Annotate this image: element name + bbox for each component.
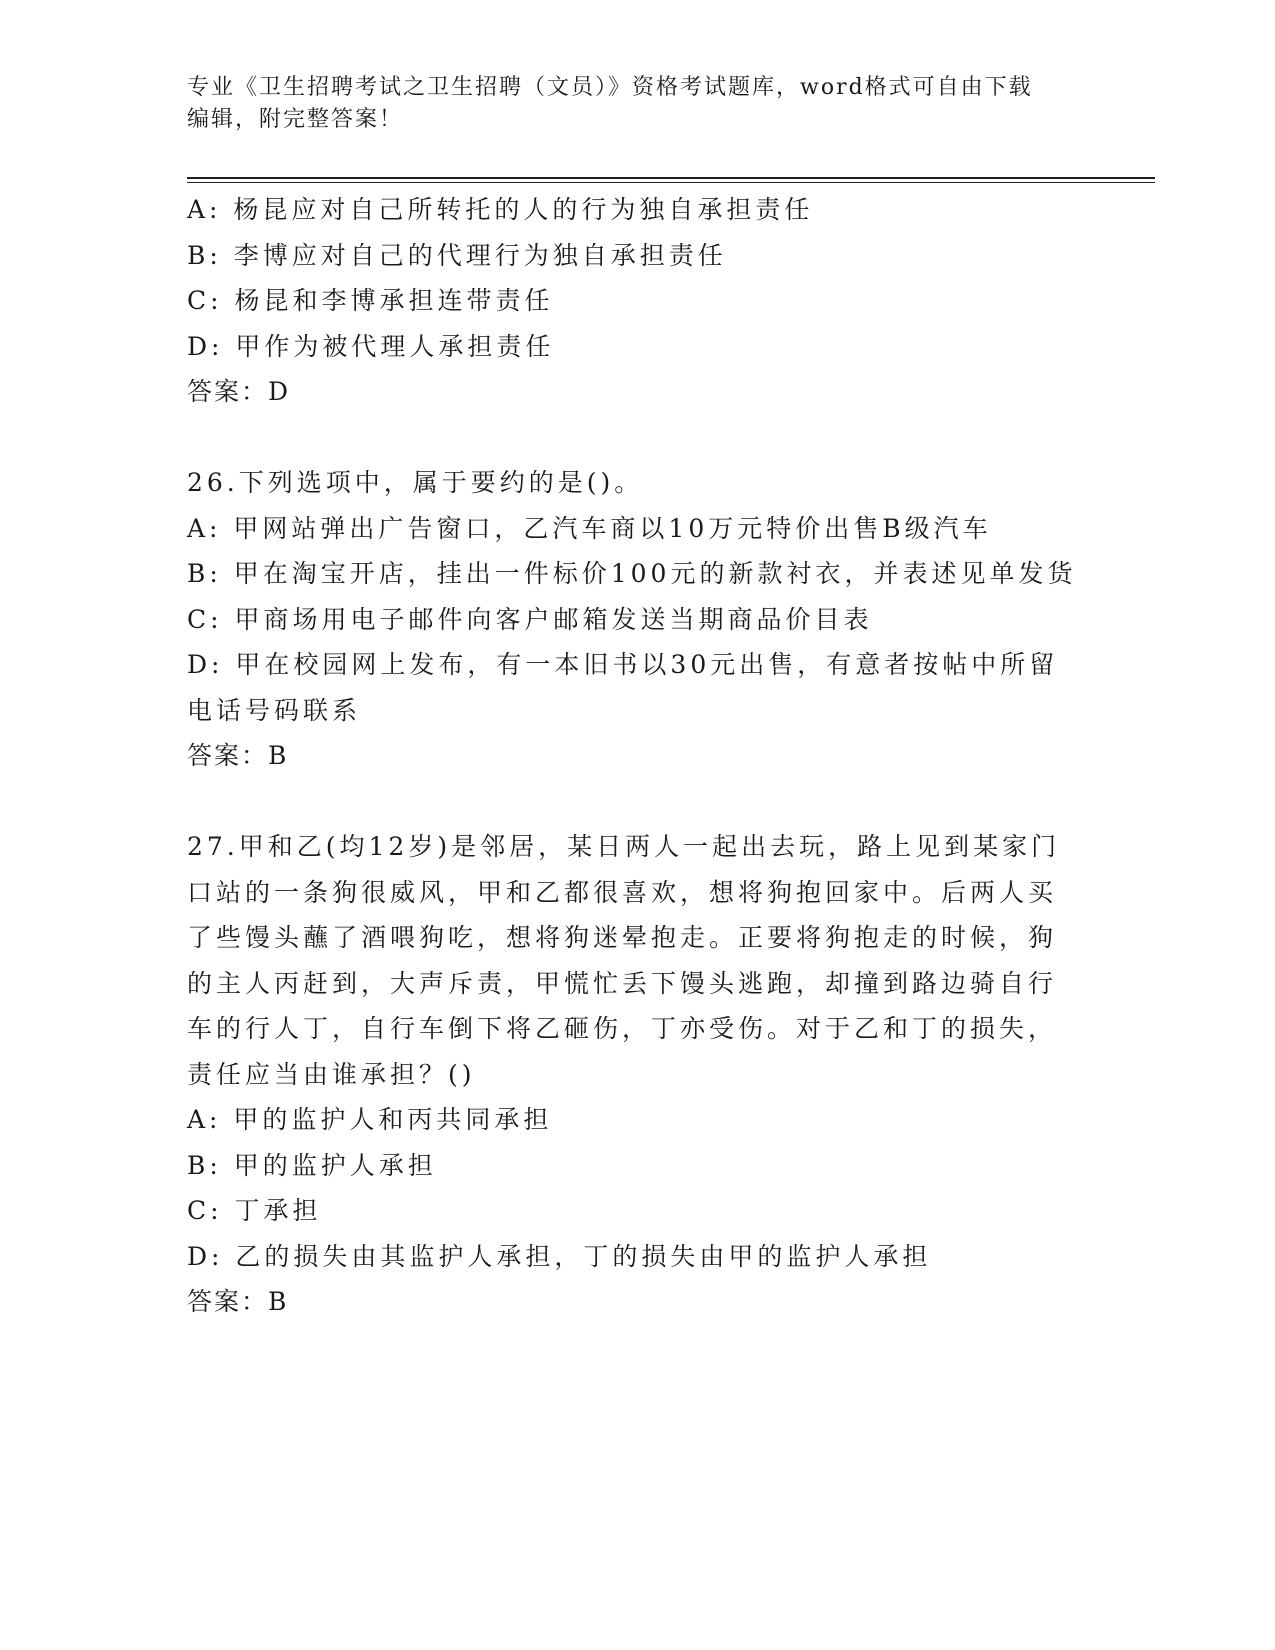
q26-answer: 答案：B [187, 741, 289, 770]
q27-stem-line-6: 责任应当由谁承担？() [187, 1059, 476, 1089]
q27-stem-line-3: 了些馒头蘸了酒喂狗吃，想将狗迷晕抱走。正要将狗抱走的时候，狗 [187, 923, 1058, 952]
spacer [187, 415, 1107, 461]
q27-answer: 答案：B [187, 1287, 289, 1316]
q25-answer: 答案：D [187, 377, 291, 406]
q27-stem-line-2: 口站的一条狗很威风，甲和乙都很喜欢，想将狗抱回家中。后两人买 [187, 877, 1058, 907]
header-rule-thin [187, 182, 1155, 183]
q26-option-a: A: 甲网站弹出广告窗口，乙汽车商以10万元特价出售B级汽车 [187, 513, 992, 543]
document-body [187, 187, 1107, 1325]
header-rule-thick [187, 177, 1155, 179]
q27-option-a: A: 甲的监护人和丙共同承担 [187, 1105, 553, 1134]
document-header [187, 72, 1087, 136]
header-line-2: 编辑，附完整答案！ [187, 107, 404, 132]
spacer [187, 779, 1107, 825]
q27-stem-line-5: 车的行人丁，自行车倒下将乙砸伤，丁亦受伤。对于乙和丁的损失， [187, 1014, 1058, 1043]
header-line-1: 专业《卫生招聘考试之卫生招聘（文员）》资格考试题库，word格式可自由下载 [187, 75, 1033, 100]
question-26-block [187, 460, 1107, 779]
q26-option-b: B: 甲在淘宝开店，挂出一件标价100元的新款衬衣，并表述见单发货 [187, 559, 1077, 588]
q25-option-c: C: 杨昆和李博承担连带责任 [187, 286, 554, 315]
q27-option-c: C: 丁承担 [187, 1196, 322, 1225]
q26-stem: 26.下列选项中，属于要约的是()。 [187, 468, 644, 497]
q26-option-d: D: 甲在校园网上发布，有一本旧书以30元出售，有意者按帖中所留 [187, 650, 1059, 679]
question-25-block [187, 187, 1107, 415]
q26-option-d-continued: 电话号码联系 [187, 695, 362, 725]
q25-option-a: A: 杨昆应对自己所转托的人的行为独自承担责任 [187, 195, 814, 224]
q26-option-c: C: 甲商场用电子邮件向客户邮箱发送当期商品价目表 [187, 604, 873, 634]
q27-option-d: D: 乙的损失由其监护人承担，丁的损失由甲的监护人承担 [187, 1241, 932, 1271]
q27-option-b: B: 甲的监护人承担 [187, 1150, 437, 1180]
q27-stem-line-1: 27.甲和乙(均12岁)是邻居，某日两人一起出去玩，路上见到某家门 [187, 832, 1061, 861]
q25-option-b: B: 李博应对自己的代理行为独自承担责任 [187, 240, 727, 270]
q27-stem-line-4: 的主人丙赶到，大声斥责，甲慌忙丢下馒头逃跑，却撞到路边骑自行 [187, 968, 1058, 998]
question-27-block [187, 824, 1107, 1325]
q25-option-d: D: 甲作为被代理人承担责任 [187, 331, 555, 361]
